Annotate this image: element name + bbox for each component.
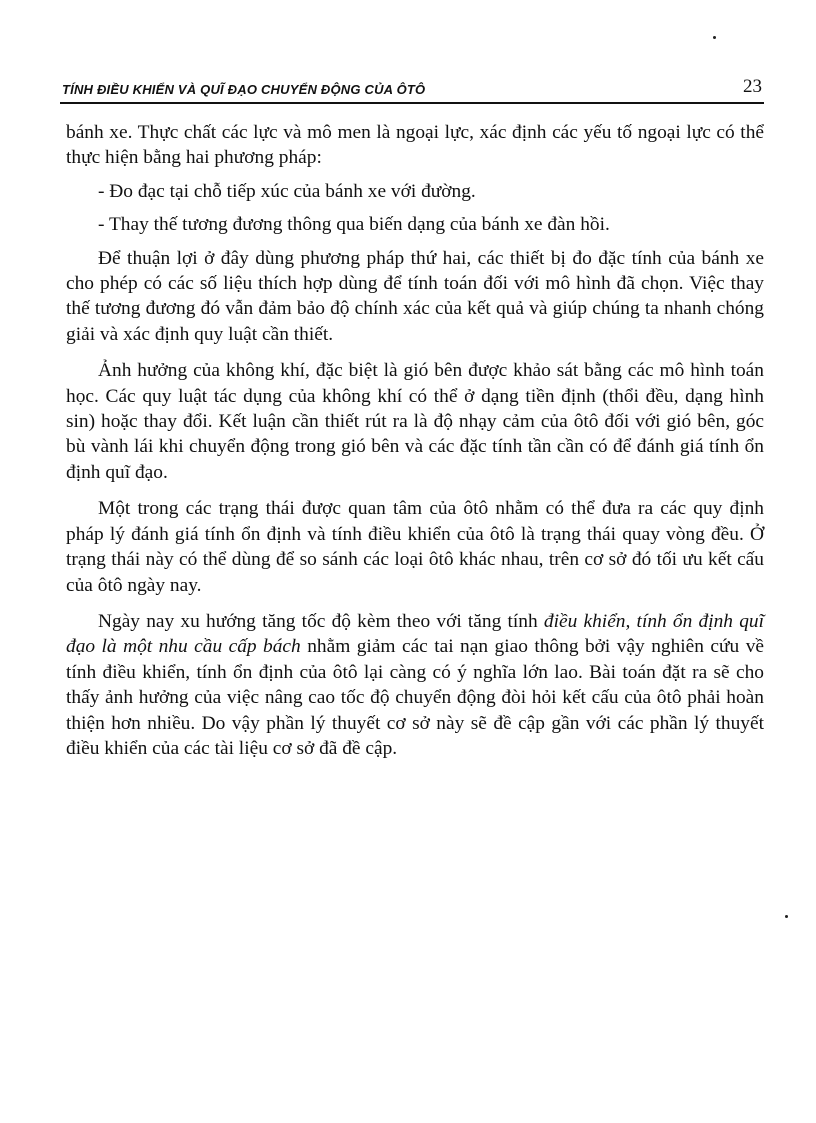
- paragraph: Một trong các trạng thái được quan tâm của ôtô nhằm có thể đưa ra các quy định pháp lý đánh giá tính ổn định và tính điều khiển của ôtô là trạng thái quay vòng đều. Ở trạng thái này có thể dùng để so sánh các loại ôtô khác nhau, trên cơ sở đó tối ưu kết cấu của ôtô ngày nay.: [66, 498, 764, 596]
- running-title: TÍNH ĐIỀU KHIỂN VÀ QUĨ ĐẠO CHUYỂN ĐỘNG CỦA ÔTÔ: [62, 82, 426, 97]
- page-number: 23: [743, 76, 762, 97]
- page-header: [60, 74, 764, 104]
- body-text: [66, 120, 764, 772]
- paragraph-text: Ngày nay xu hướng tăng tốc độ kèm theo với tăng tính: [98, 610, 544, 632]
- paragraph: bánh xe. Thực chất các lực và mô men là ngoại lực, xác định các yếu tố ngoại lực có thể thực hiện bằng hai phương pháp:: [66, 122, 764, 169]
- paragraph-text: nhằm giảm các tai nạn giao thông bởi vậy nghiên cứu về tính điều khiển, tính ổn định của ôtô lại càng có ý nghĩa lớn lao. Bài toán đặt ra sẽ cho thấy ảnh hưởng của việc nâng cao tốc độ chuyển động đòi hỏi kết cấu của ôtô phải hoàn thiện hơn nhiều. Do vậy phần lý thuyết cơ sở này sẽ đề cập gần với các phần lý thuyết điều khiển của các tài liệu cơ sở đã đề cập.: [66, 636, 764, 759]
- paragraph: - Thay thế tương đương thông qua biến dạng của bánh xe đàn hồi.: [98, 214, 610, 236]
- paragraph: Để thuận lợi ở đây dùng phương pháp thứ hai, các thiết bị đo đặc tính của bánh xe cho phép có các số liệu thích hợp dùng để tính toán đối với mô hình đã chọn. Việc thay thế tương đương đó vẫn đảm bảo độ chính xác của kết quả và giúp chúng ta nhanh chóng giải và xác định quy luật cần thiết.: [66, 247, 764, 345]
- scan-speck: [713, 36, 716, 39]
- paragraph: Ảnh hưởng của không khí, đặc biệt là gió bên được khảo sát bằng các mô hình toán học. Các quy luật tác dụng của không khí có thể ở dạng tiền định (thổi đều, dạng hình sin) hoặc thay đổi. Kết luận cần thiết rút ra là độ nhạy cảm của ôtô đối với gió bên, góc bù vành lái khi chuyển động trong gió bên và các đặc tính tần cần có để đánh giá tính ổn định quĩ đạo.: [66, 360, 764, 483]
- italic-emphasis: điều khiển, tính ổn định quĩ đạo là một nhu cầu cấp bách: [66, 610, 764, 658]
- paragraph-last: [66, 609, 764, 761]
- paragraph: - Đo đạc tại chỗ tiếp xúc của bánh xe với đường.: [98, 180, 476, 202]
- scan-speck: [785, 915, 788, 918]
